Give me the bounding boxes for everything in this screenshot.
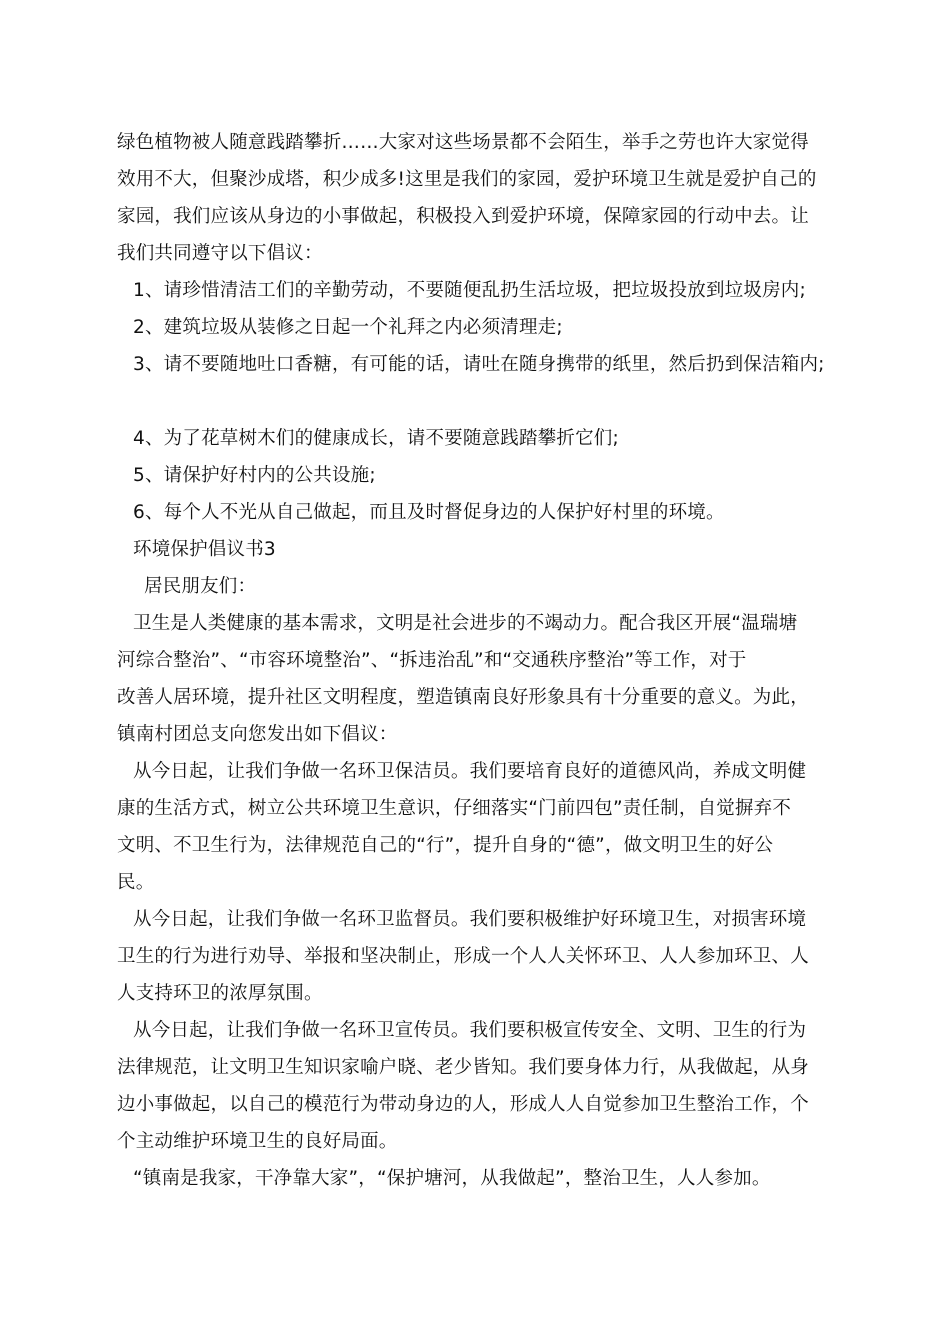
greeting: 居民朋友们： xyxy=(144,576,257,597)
document-body xyxy=(117,124,847,1197)
text-line: 个主动维护环境卫生的良好局面。 xyxy=(117,1131,398,1152)
text-line: 从今日起，让我们争做一名环卫监督员。我们要积极维护好环境卫生，对损害环境 xyxy=(133,909,807,930)
slogan: “镇南是我家，干净靠大家”，“保护塘河，从我做起”，整治卫生，人人参加。 xyxy=(133,1168,771,1189)
list-item: 6、每个人不光从自己做起，而且及时督促身边的人保护好村里的环境。 xyxy=(133,502,725,523)
text-line: 效用不大，但聚沙成塔，积少成多!这里是我们的家园，爱护环境卫生就是爱护自己的 xyxy=(117,169,817,190)
text-line: 从今日起，让我们争做一名环卫宣传员。我们要积极宣传安全、文明、卫生的行为 xyxy=(133,1020,807,1041)
paragraph-promoter xyxy=(117,1012,847,1160)
list-item: 3、请不要随地吐口香糖，有可能的话，请吐在随身携带的纸里，然后扔到保洁箱内; xyxy=(133,354,825,375)
list-item: 1、请珍惜清洁工们的辛勤劳动，不要随便乱扔生活垃圾，把垃圾投放到垃圾房内; xyxy=(133,280,806,301)
list-item: 2、建筑垃圾从装修之日起一个礼拜之内必须清理走; xyxy=(133,317,563,338)
text-line: 法律规范，让文明卫生知识家喻户晓、老少皆知。我们要身体力行，从我做起，从身 xyxy=(117,1057,809,1078)
list-item: 5、请保护好村内的公共设施; xyxy=(133,465,376,486)
text-line: 文明、不卫生行为，法律规范自己的“行”，提升自身的“德”，做文明卫生的好公 xyxy=(117,835,774,856)
text-line: 卫生的行为进行劝导、举报和坚决制止，形成一个人人关怀环卫、人人参加环卫、人 xyxy=(117,946,809,967)
text-line: 河综合整治”、“市容环境整治”、“拆违治乱”和“交通秩序整治”等工作，对于 xyxy=(117,650,747,671)
section-title: 环境保护倡议书3 xyxy=(133,539,276,560)
paragraph-cleaner xyxy=(117,753,847,901)
text-line: 民。 xyxy=(117,872,155,893)
text-line: 改善人居环境，提升社区文明程度，塑造镇南良好形象具有十分重要的意义。为此， xyxy=(117,687,809,708)
text-line: 镇南村团总支向您发出如下倡议： xyxy=(117,724,398,745)
text-line: 绿色植物被人随意践踏攀折……大家对这些场景都不会陌生，举手之劳也许大家觉得 xyxy=(117,132,809,153)
list-item: 4、为了花草树木们的健康成长，请不要随意践踏攀折它们; xyxy=(133,428,619,449)
text-line: 康的生活方式，树立公共环境卫生意识，仔细落实“门前四包”责任制，自觉摒弃不 xyxy=(117,798,792,819)
text-line: 我们共同遵守以下倡议： xyxy=(117,243,323,264)
proposal-list-a xyxy=(117,272,847,383)
text-line: 卫生是人类健康的基本需求，文明是社会进步的不竭动力。配合我区开展“温瑞塘 xyxy=(133,613,798,634)
paragraph-supervisor xyxy=(117,901,847,1012)
text-line: 边小事做起，以自己的模范行为带动身边的人，形成人人自觉参加卫生整治工作，个 xyxy=(117,1094,809,1115)
paragraph-background xyxy=(117,605,847,753)
text-line: 人支持环卫的浓厚氛围。 xyxy=(117,983,323,1004)
text-line: 从今日起，让我们争做一名环卫保洁员。我们要培育良好的道德风尚，养成文明健 xyxy=(133,761,807,782)
paragraph-intro xyxy=(117,124,847,272)
proposal-list-b xyxy=(117,420,847,531)
blank-line xyxy=(117,383,847,420)
text-line: 家园，我们应该从身边的小事做起，积极投入到爱护环境，保障家园的行动中去。让 xyxy=(117,206,809,227)
